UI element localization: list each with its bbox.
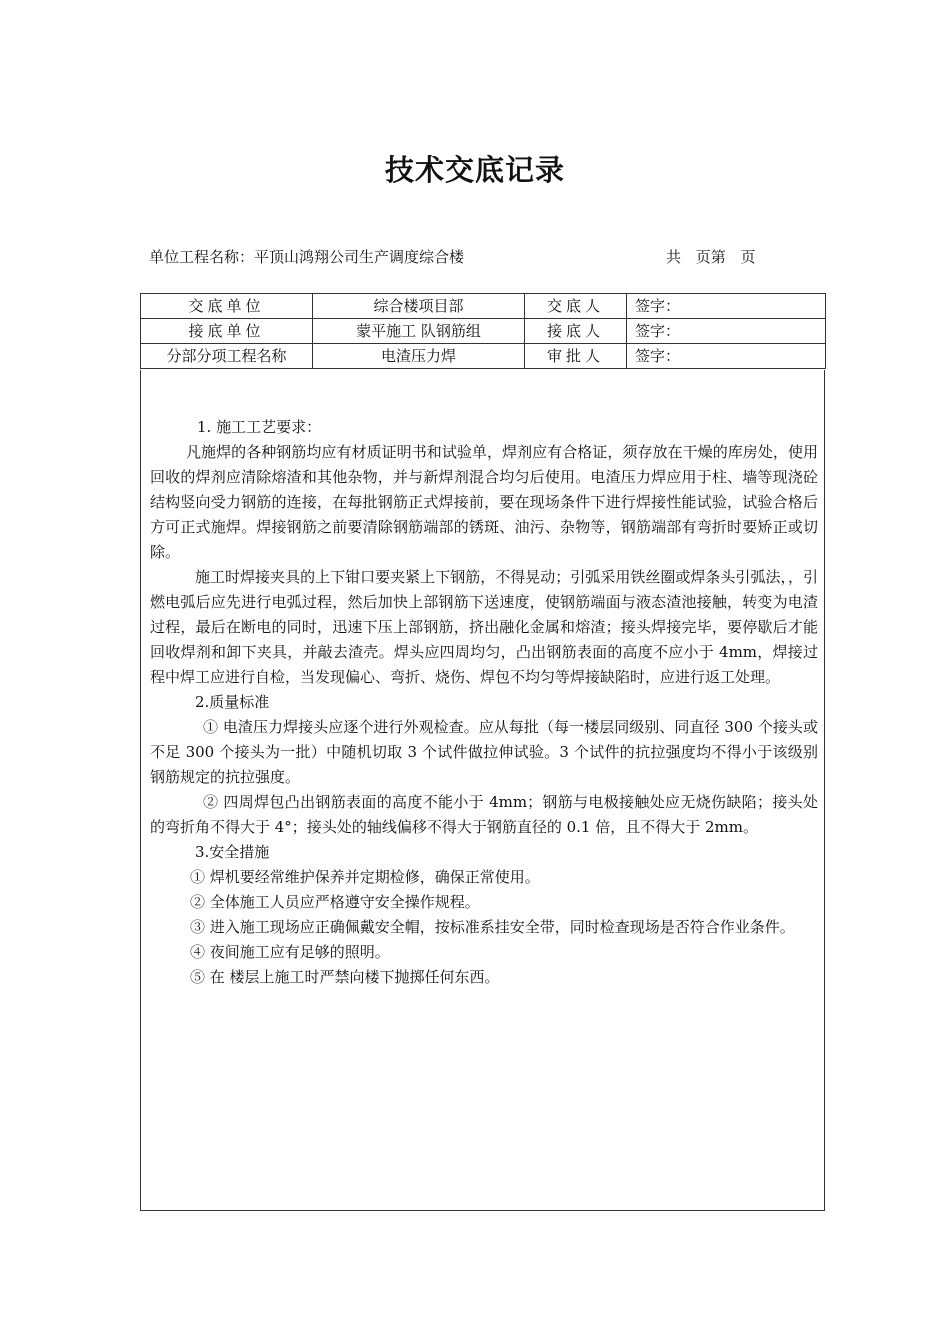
page-count: 共 页第 页	[666, 248, 756, 266]
list-item: ② 全体施工人员应严格遵守安全操作规程。	[190, 893, 480, 911]
project-name: 平顶山鸿翔公司生产调度综合楼	[254, 248, 465, 266]
list-item: ④ 夜间施工应有足够的照明。	[190, 943, 390, 961]
paragraph: ① 电渣压力焊接头应逐个进行外观检查。应从每批（每一楼层同级别、同直径 300 个接头或不足 300 个接头为一批）中随机切取 3 个试件做拉伸试验。3 个试件的抗拉强度均不得小于该级别钢筋规定的抗拉强度。	[150, 718, 818, 786]
content-body	[150, 415, 818, 990]
table-row	[141, 344, 826, 369]
section-heading: 2.质量标准	[195, 693, 270, 711]
project-name-line	[149, 246, 464, 267]
row-value: 电渣压力焊	[313, 344, 525, 369]
table-row	[141, 319, 826, 344]
table-row	[141, 294, 826, 319]
row-role: 审批人	[525, 344, 627, 369]
row-label: 交底单位	[141, 294, 313, 319]
section-heading: 3.安全措施	[195, 843, 270, 861]
row-label: 接底单位	[141, 319, 313, 344]
row-label: 分部分项工程名称	[141, 344, 313, 369]
paragraph: 凡施焊的各种钢筋均应有材质证明书和试验单，焊剂应有合格证，须存放在干燥的库房处，使用回收的焊剂应清除熔渣和其他杂物，并与新焊剂混合均匀后使用。电渣压力焊应用于柱、墙等现浇砼结构竖向受力钢筋的连接，在每批钢筋正式焊接前，要在现场条件下进行焊接性能试验，试验合格后方可正式施焊。焊接钢筋之前要清除钢筋端部的锈斑、油污、杂物等，钢筋端部有弯折时要矫正或切除。	[150, 443, 818, 561]
project-label: 单位工程名称：	[149, 248, 255, 266]
row-role: 交底人	[525, 294, 627, 319]
list-item: ③ 进入施工现场应正确佩戴安全帽，按标准系挂安全带，同时检查现场是否符合作业条件。	[190, 918, 795, 936]
info-table	[140, 293, 826, 369]
section-heading: 1. 施工工艺要求：	[197, 418, 322, 436]
signature-field: 签字：	[627, 344, 826, 369]
row-value: 蒙平施工 队钢筋组	[313, 319, 525, 344]
row-role: 接底人	[525, 319, 627, 344]
paragraph: ② 四周焊包凸出钢筋表面的高度不能小于 4mm；钢筋与电极接触处应无烧伤缺陷；接头处的弯折角不得大于 4°；接头处的轴线偏移不得大于钢筋直径的 0.1 倍，且不得大于 2mm。	[150, 793, 818, 836]
page-title: 技术交底记录	[384, 153, 565, 187]
list-item: ⑤ 在 楼层上施工时严禁向楼下抛掷任何东西。	[190, 968, 500, 986]
list-item: ① 焊机要经常维护保养并定期检修，确保正常使用。	[190, 868, 540, 886]
signature-field: 签字：	[627, 319, 826, 344]
paragraph: 施工时焊接夹具的上下钳口要夹紧上下钢筋，不得晃动；引弧采用铁丝圈或焊条头引弧法，，引燃电弧后应先进行电弧过程，然后加快上部钢筋下送速度，使钢筋端面与液态渣池接触，转变为电渣过程，最后在断电的同时，迅速下压上部钢筋，挤出融化金属和熔渣；接头焊接完毕，要停歇后才能回收焊剂和卸下夹具，并敲去渣壳。焊头应四周均匀，凸出钢筋表面的高度不应小于 4mm，焊接过程中焊工应进行自检，当发现偏心、弯折、烧伤、焊包不均匀等焊接缺陷时，应进行返工处理。	[150, 568, 818, 686]
row-value: 综合楼项目部	[313, 294, 525, 319]
signature-field: 签字：	[627, 294, 826, 319]
